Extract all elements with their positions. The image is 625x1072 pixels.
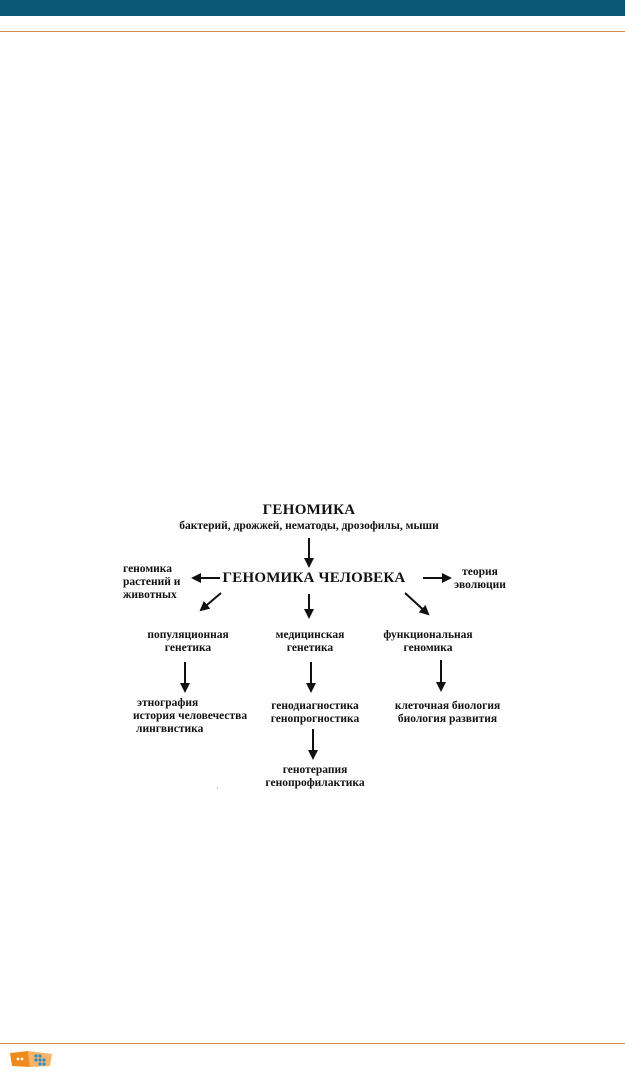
- right-node: теория эволюции: [454, 566, 506, 591]
- leaf-population: этнография история человечества лингвистика: [133, 697, 248, 735]
- diagram-subtitle: бактерий, дрожжей, нематоды, дрозофилы, мыши: [179, 520, 439, 532]
- branch-medical-genetics: медицинская генетика: [275, 629, 345, 654]
- branch-functional-genomics: функциональная геномика: [383, 629, 473, 654]
- scan-speck: [217, 788, 218, 789]
- arrow-center-to-functional: [405, 593, 428, 614]
- arrow-center-to-population: [201, 593, 221, 610]
- left-node: геномика растений и животных: [123, 563, 181, 601]
- leaf-functional: клеточная биология биология развития: [394, 700, 501, 725]
- center-node: ГЕНОМИКА ЧЕЛОВЕКА: [222, 570, 406, 586]
- publisher-logo-icon: [8, 1050, 54, 1068]
- branch-population-genetics: популяционная генетика: [147, 629, 229, 654]
- leaf-medical-therapy: генотерапия генопрофилактика: [265, 764, 365, 789]
- leaf-medical-diagnostics: генодиагностика генопрогностика: [270, 700, 360, 725]
- footer-rule: [0, 1043, 625, 1044]
- diagram-title: ГЕНОМИКА: [262, 502, 356, 518]
